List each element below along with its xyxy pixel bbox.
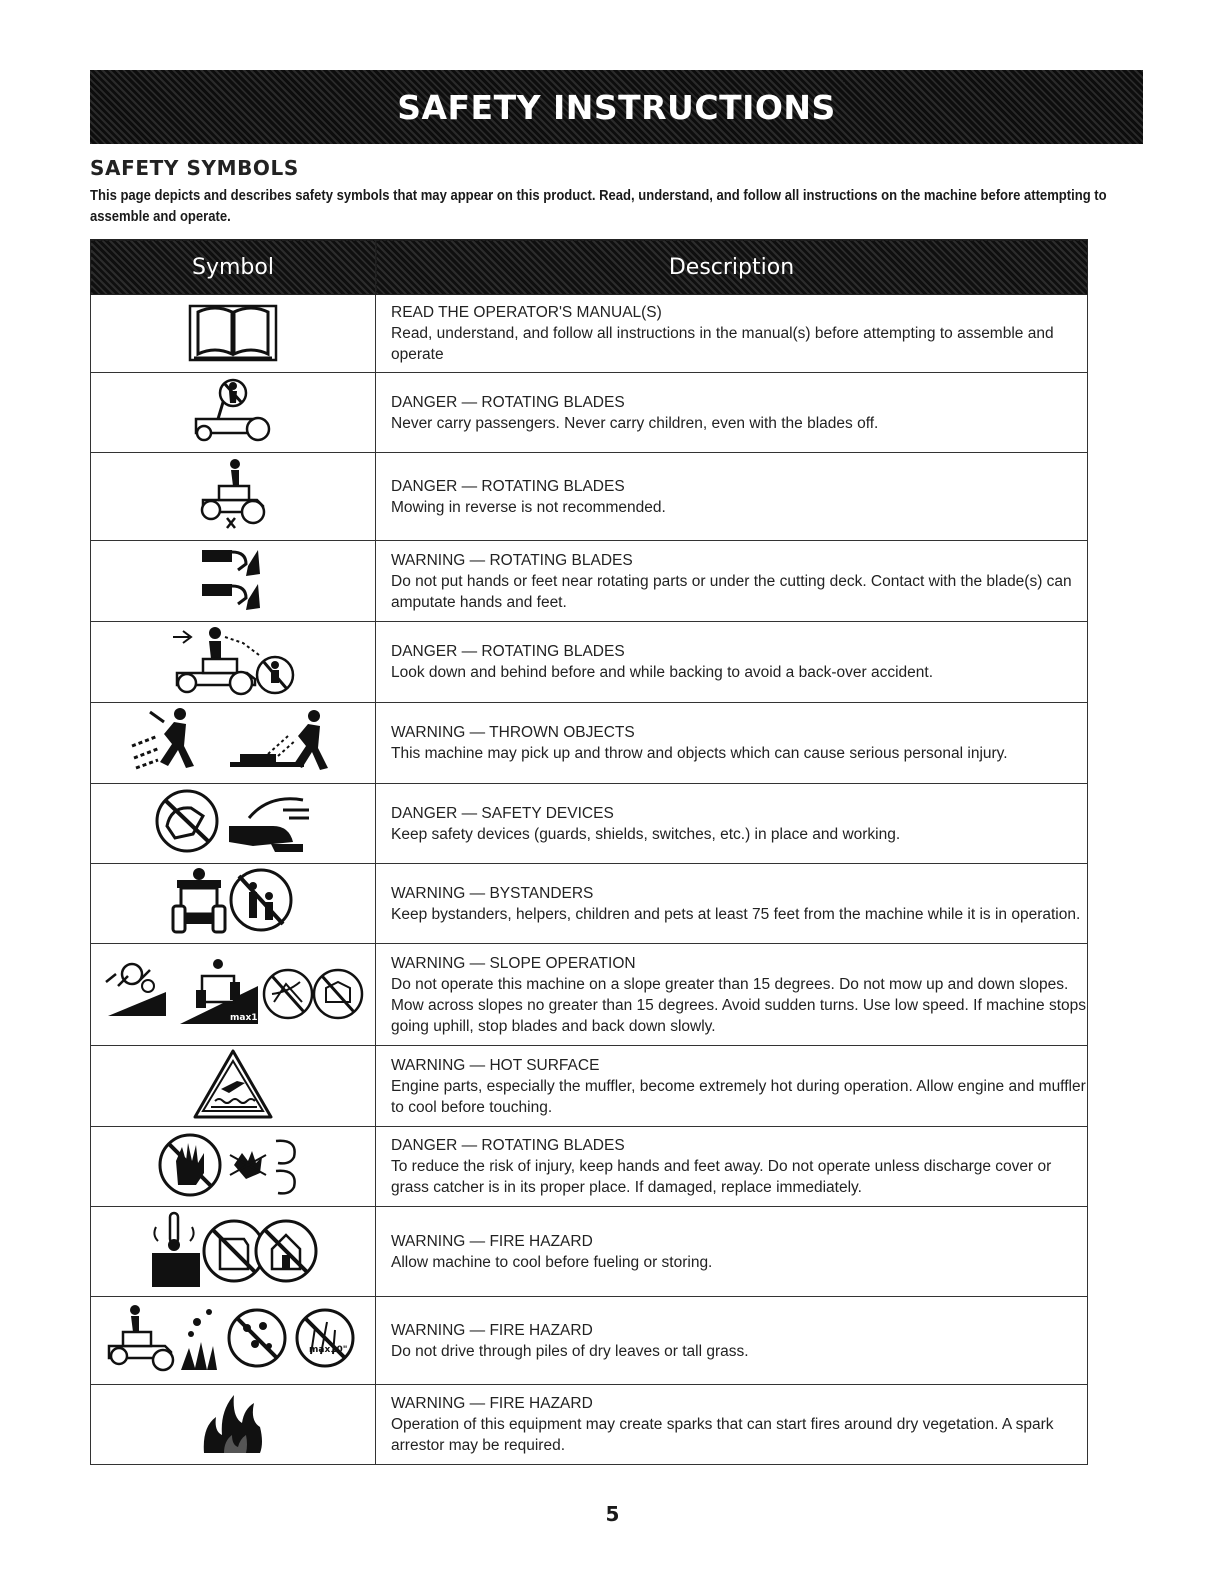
- description-cell: [376, 784, 1088, 864]
- description-cell: [376, 1297, 1088, 1385]
- slope-max15-label: max15°: [230, 1013, 269, 1023]
- description-text: To reduce the risk of injury, keep hands and feet away. Do not operate unless discharge cover or grass catcher is in its proper place. If damaged, replace immediately.: [391, 1158, 1052, 1196]
- look-behind-icon: [163, 623, 303, 697]
- description-title: WARNING — THROWN OBJECTS: [391, 724, 635, 741]
- description-text: Allow machine to cool before fueling or storing.: [391, 1253, 713, 1271]
- description-title: DANGER — ROTATING BLADES: [391, 477, 625, 495]
- description-column-header: Description: [376, 240, 1088, 295]
- no-passengers-icon: [188, 375, 278, 445]
- hand-foot-cut-icon: [198, 544, 268, 614]
- symbol-cell: [91, 703, 376, 784]
- symbol-cell: [91, 1297, 376, 1385]
- symbol-cell: [91, 1385, 376, 1465]
- table-row: [91, 703, 1088, 784]
- description-title: WARNING — FIRE HAZARD: [391, 1321, 593, 1339]
- symbol-cell: [91, 1207, 376, 1297]
- description-cell: [376, 295, 1088, 373]
- description-title: WARNING — BYSTANDERS: [391, 884, 594, 902]
- symbol-cell: [91, 864, 376, 944]
- table-row: [91, 1385, 1088, 1465]
- description-title: WARNING — HOT SURFACE: [391, 1056, 600, 1074]
- description-text: Read, understand, and follow all instructions in the manual(s) before attempting to assemble and operate: [391, 325, 1054, 363]
- description-cell: [376, 622, 1088, 703]
- description-text: Mowing in reverse is not recommended.: [391, 498, 666, 516]
- description-text: Look down and behind before and while backing to avoid a back-over accident.: [391, 664, 934, 681]
- thrown-objects-icon: [128, 706, 338, 776]
- intro-text: This page depicts and describes safety symbols that may appear on this product. Read, understand, and follow all instructions on the machine before attempting to assemble and operate.: [90, 188, 1107, 225]
- dry-leaves-grass-icon: [105, 1298, 361, 1378]
- table-row: [91, 1207, 1088, 1297]
- description-cell: [376, 703, 1088, 784]
- page-number: 5: [605, 1502, 620, 1526]
- description-text: Keep bystanders, helpers, children and pets at least 75 feet from the machine while it is in operation.: [391, 905, 1081, 923]
- symbol-cell: [91, 1046, 376, 1127]
- no-reverse-mowing-icon: [197, 456, 269, 532]
- symbol-cell: [91, 541, 376, 622]
- bystanders-icon: [163, 864, 303, 938]
- table-row: [91, 784, 1088, 864]
- description-text: Never carry passengers. Never carry children, even with the blades off.: [391, 414, 879, 432]
- description-title: WARNING — ROTATING BLADES: [391, 551, 633, 569]
- description-title: WARNING — FIRE HAZARD: [391, 1232, 593, 1250]
- section-title: SAFETY SYMBOLS: [90, 156, 299, 180]
- description-title: READ THE OPERATOR'S MANUAL(S): [391, 304, 662, 321]
- hot-surface-icon: [191, 1047, 275, 1121]
- description-cell: [376, 864, 1088, 944]
- keep-hands-away-icon: [158, 1127, 308, 1201]
- symbol-cell: [91, 1127, 376, 1207]
- description-title: DANGER — SAFETY DEVICES: [391, 804, 614, 822]
- table-row: [91, 1297, 1088, 1385]
- description-text: Do not drive through piles of dry leaves or tall grass.: [391, 1342, 749, 1360]
- description-text: This machine may pick up and throw and objects which can cause serious personal injury.: [391, 745, 1008, 762]
- description-text: Operation of this equipment may create sparks that can start fires around dry vegetation. A spark arrestor may be required.: [391, 1416, 1054, 1454]
- description-title: DANGER — ROTATING BLADES: [391, 393, 625, 411]
- safety-symbols-table: [90, 239, 1088, 1465]
- description-cell: [376, 1046, 1088, 1127]
- description-cell: [376, 373, 1088, 453]
- description-text: Do not operate this machine on a slope greater than 15 degrees. Do not mow up and down slopes. Mow across slopes no greater than 15 degrees. Avoid sudden turns. Use low speed. If machine stops going uphill, stop blades and back down slowly.: [391, 975, 1087, 1035]
- description-cell: [376, 1127, 1088, 1207]
- description-cell: [376, 1207, 1088, 1297]
- table-row: [91, 373, 1088, 453]
- symbol-cell: [91, 295, 376, 373]
- description-title: DANGER — ROTATING BLADES: [391, 643, 625, 660]
- table-row: [91, 541, 1088, 622]
- description-cell: [376, 944, 1088, 1046]
- table-row: [91, 1127, 1088, 1207]
- description-cell: [376, 541, 1088, 622]
- table-row: [91, 295, 1088, 373]
- cool-before-fueling-icon: [148, 1209, 318, 1289]
- symbol-cell: [91, 453, 376, 541]
- symbol-cell: [91, 622, 376, 703]
- fire-icon: [198, 1387, 268, 1457]
- table-header-row: [91, 240, 1088, 295]
- banner-title: SAFETY INSTRUCTIONS: [397, 87, 836, 127]
- table-row: [91, 622, 1088, 703]
- symbol-column-header: Symbol: [91, 240, 376, 295]
- description-title: WARNING — SLOPE OPERATION: [391, 954, 636, 972]
- table-row: [91, 453, 1088, 541]
- symbol-cell: [91, 944, 376, 1046]
- description-title: WARNING — FIRE HAZARD: [391, 1395, 593, 1412]
- slope-operation-icon: [102, 952, 364, 1032]
- operator-manual-icon: [188, 300, 278, 362]
- page-banner: [90, 70, 1143, 144]
- table-row: [91, 864, 1088, 944]
- symbol-cell: [91, 784, 376, 864]
- safety-devices-icon: [153, 786, 313, 856]
- table-row: [91, 1046, 1088, 1127]
- symbol-cell: [91, 373, 376, 453]
- description-cell: [376, 1385, 1088, 1465]
- grass-max10-label: max10": [309, 1345, 348, 1355]
- description-text: Engine parts, especially the muffler, become extremely hot during operation. Allow engine and muffler to cool before touching.: [391, 1077, 1086, 1116]
- description-cell: [376, 453, 1088, 541]
- description-text: Do not put hands or feet near rotating parts or under the cutting deck. Contact with the blade(s) can amputate hands and feet.: [391, 572, 1072, 611]
- table-row: [91, 944, 1088, 1046]
- description-text: Keep safety devices (guards, shields, switches, etc.) in place and working.: [391, 825, 901, 843]
- description-title: DANGER — ROTATING BLADES: [391, 1137, 625, 1154]
